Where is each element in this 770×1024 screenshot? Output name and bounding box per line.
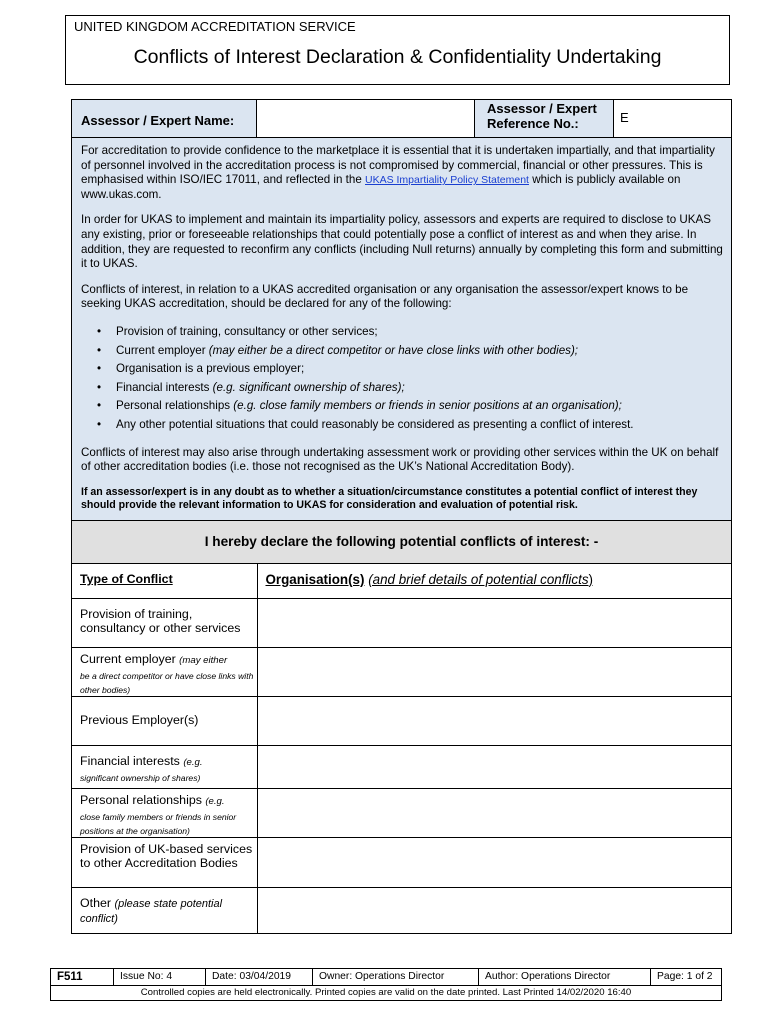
document-author: Author: Operations Director bbox=[479, 969, 651, 985]
conflict-type-label: Financial interests (e.g. significant ownership of shares) bbox=[72, 746, 257, 789]
guidance-note: If an assessor/expert is in any doubt as to whether a situation/circumstance constitutes a potential conflict of interest they should provide the relevant information to UKAS for consideration and evaluation of potential risk. bbox=[81, 485, 698, 511]
conflict-details-field[interactable] bbox=[257, 888, 731, 933]
organisations-header: Organisation(s) (and brief details of potential conflicts) bbox=[265, 571, 593, 587]
table-row bbox=[72, 697, 731, 746]
conflict-type-label: Provision of training, consultancy or other services bbox=[72, 599, 257, 648]
list-item: • Personal relationships (e.g. close family members or friends in senior positions at an organisation); bbox=[97, 397, 723, 416]
table-header-row bbox=[72, 564, 731, 599]
conflict-types-list bbox=[81, 323, 723, 435]
table-row bbox=[72, 599, 731, 648]
footer-note: Controlled copies are held electronically. Printed copies are valid on the date printed. Last Printed 14/02/2020 16:40 bbox=[140, 987, 632, 998]
table-row bbox=[72, 789, 731, 838]
table-row bbox=[72, 746, 731, 789]
issue-number: Issue No: 4 bbox=[114, 969, 206, 985]
document-footer bbox=[50, 968, 722, 1001]
page-number: Page: 1 of 2 bbox=[657, 971, 713, 982]
main-form bbox=[71, 99, 732, 934]
issue-date: Date: 03/04/2019 bbox=[206, 969, 313, 985]
conflict-details-field[interactable] bbox=[257, 599, 731, 648]
reference-label bbox=[475, 100, 614, 137]
identity-row bbox=[72, 100, 731, 138]
table-row bbox=[72, 648, 731, 697]
p1-text-end: which is publicly available on www.ukas.com. bbox=[81, 173, 681, 201]
document-owner: Owner: Operations Director bbox=[313, 969, 479, 985]
conflict-type-label: Current employer (may either be a direct competitor or have close links with other bodies) bbox=[72, 648, 257, 697]
conflict-type-label: Personal relationships (e.g. close family members or friends in senior positions at the organisation) bbox=[72, 789, 257, 838]
list-item: • Organisation is a previous employer; bbox=[97, 360, 723, 379]
conflict-details-field[interactable] bbox=[257, 789, 731, 838]
conflicts-table bbox=[72, 564, 731, 933]
guidance-paragraph-3: Conflicts of interest, in relation to a UKAS accredited organisation or any organisation the assessor/expert knows to be seeking UKAS accreditation, should be declared for any of the following: bbox=[81, 282, 689, 311]
type-of-conflict-header: Type of Conflict bbox=[72, 564, 257, 599]
guidance-paragraph-2: In order for UKAS to implement and maintain its impartiality policy, assessors and experts are required to disclose to UKAS any existing, prior or foreseeable relationships that could potentially pose a conflict of interest as and when they arise. In addition, they are requested to reconfirm any conflicts (including Null returns) annually by completing this form and submitting it to UKAS. bbox=[81, 213, 723, 271]
conflict-type-label: Previous Employer(s) bbox=[72, 697, 257, 746]
p1-text: For accreditation to provide confidence to the marketplace it is essential that it is undertaken impartially, and that impartiality of personnel involved in the accreditation process is not compromised by commercial, financial or other pressures. This is emphasised within ISO/IEC 17011, and reflected in the bbox=[81, 144, 715, 187]
reference-label-line2: Reference No.: bbox=[487, 116, 579, 131]
conflict-details-field[interactable] bbox=[257, 697, 731, 746]
conflict-details-field[interactable] bbox=[257, 746, 731, 789]
conflict-type-label: Other (please state potential conflict) bbox=[72, 888, 257, 933]
name-field[interactable] bbox=[257, 100, 475, 137]
conflict-details-field[interactable] bbox=[257, 648, 731, 697]
guidance-paragraph-1 bbox=[81, 144, 723, 202]
list-item: • Current employer (may either be a direct competitor or have close links with other bodies); bbox=[97, 342, 723, 361]
footer-control-row bbox=[51, 969, 721, 986]
guidance-paragraph-4: Conflicts of interest may also arise through undertaking assessment work or providing other services within the UK on behalf of other accreditation bodies (i.e. those not recognised as the UK’s National Accreditation Body). bbox=[81, 445, 719, 474]
guidance-section bbox=[72, 138, 731, 521]
reference-label-line1: Assessor / Expert bbox=[487, 101, 597, 116]
table-row bbox=[72, 888, 731, 933]
document-title: Conflicts of Interest Declaration & Confidentiality Undertaking bbox=[133, 46, 662, 68]
name-label: Assessor / Expert Name: bbox=[72, 100, 257, 137]
conflict-details-field[interactable] bbox=[257, 838, 731, 888]
form-number: F511 bbox=[51, 969, 114, 985]
impartiality-policy-link[interactable]: UKAS Impartiality Policy Statement bbox=[365, 174, 529, 187]
document-header bbox=[65, 15, 730, 85]
reference-field[interactable]: E bbox=[620, 110, 629, 125]
list-item: • Financial interests (e.g. significant ownership of shares); bbox=[97, 379, 723, 398]
list-item: • Any other potential situations that could reasonably be considered as presenting a conflict of interest. bbox=[97, 416, 723, 435]
organisation-name: UNITED KINGDOM ACCREDITATION SERVICE bbox=[74, 19, 356, 34]
declaration-heading: I hereby declare the following potential conflicts of interest: - bbox=[72, 521, 731, 564]
list-item: • Provision of training, consultancy or other services; bbox=[97, 323, 723, 342]
conflict-type-label: Provision of UK-based services to other Accreditation Bodies bbox=[72, 838, 257, 888]
table-row bbox=[72, 838, 731, 888]
